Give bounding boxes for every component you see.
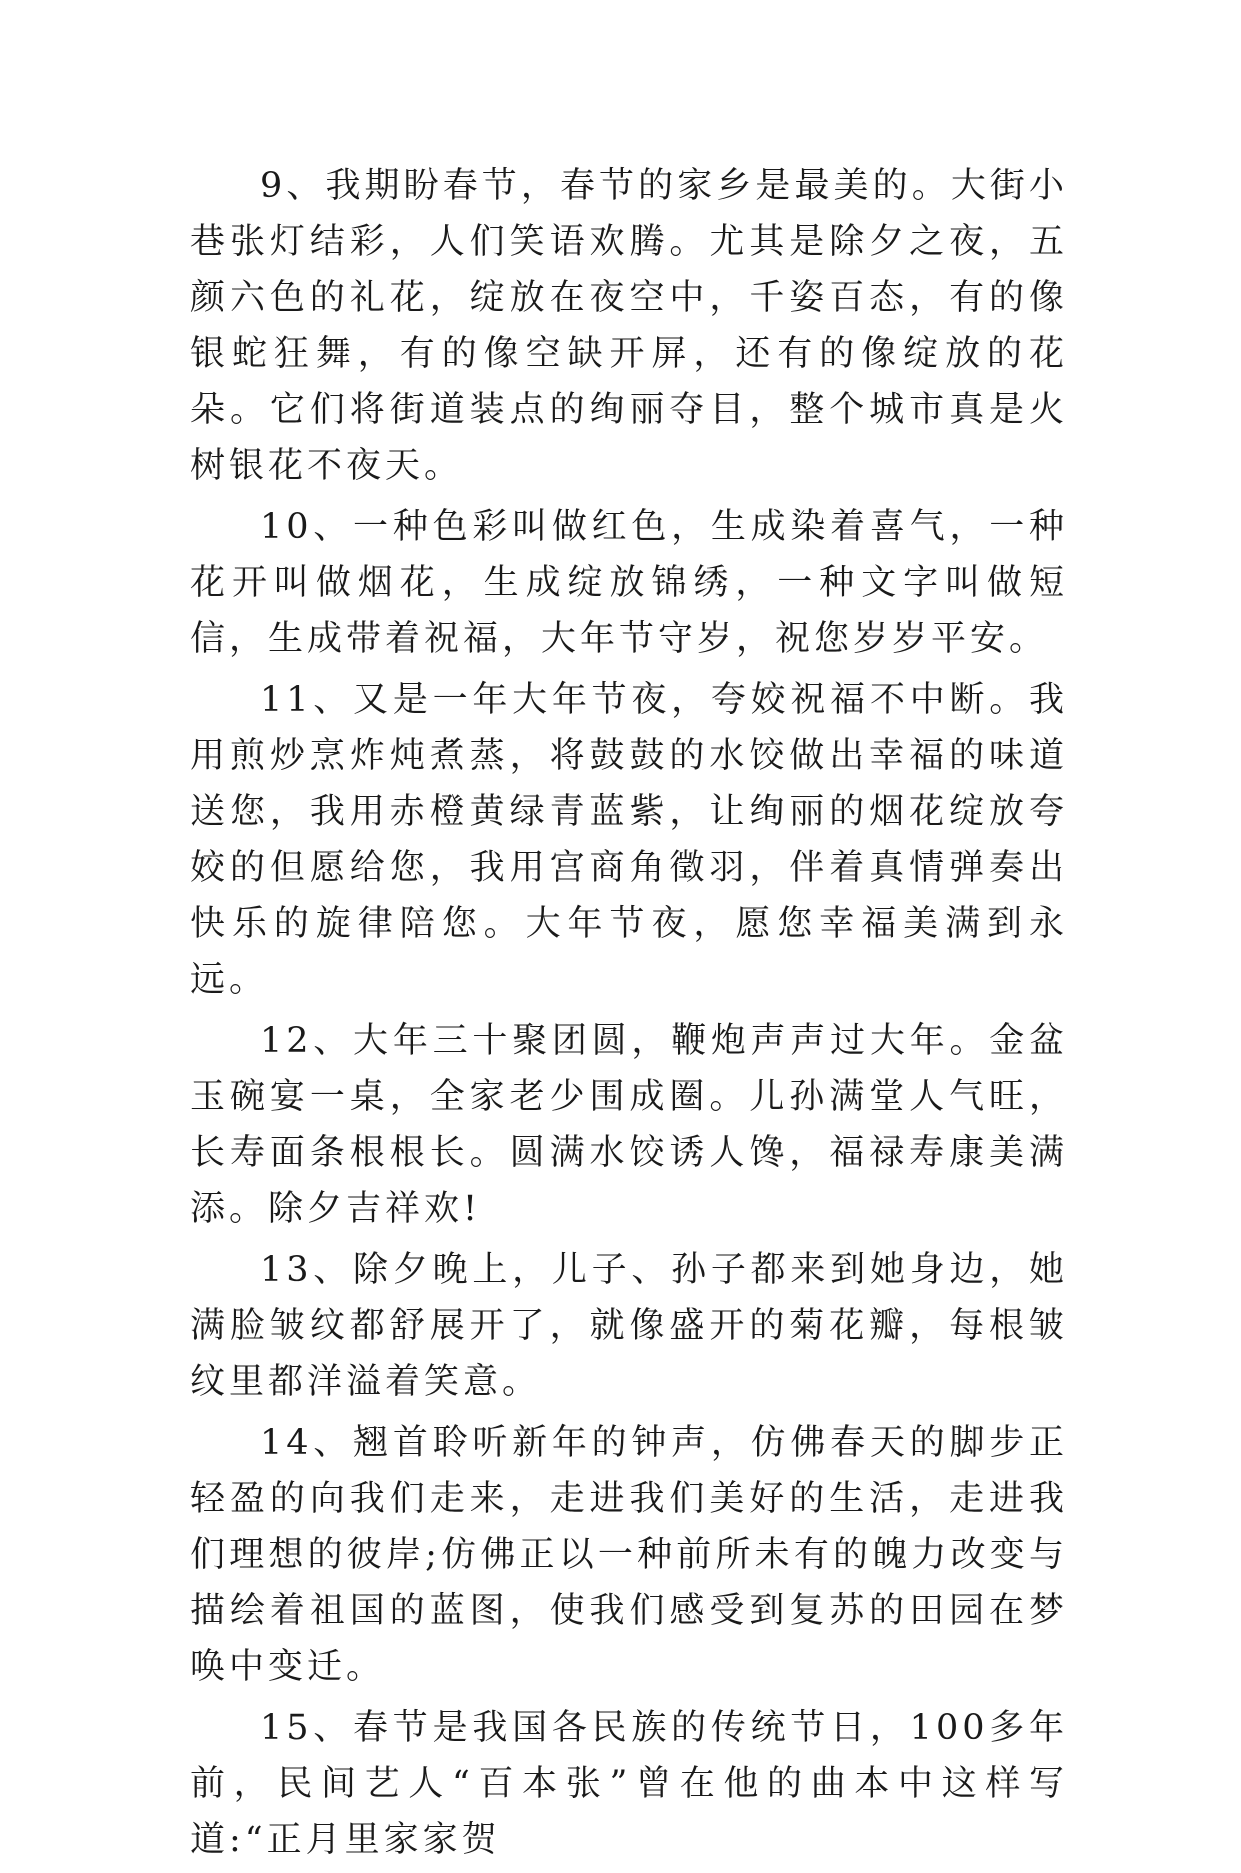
- paragraph-11: 11、又是一年大年节夜，夸姣祝福不中断。我用煎炒烹炸炖煮蒸，将鼓鼓的水饺做出幸福的味道送您，我用赤橙黄绿青蓝紫，让绚丽的烟花绽放夸姣的但愿给您，我用宫商角徵羽，伴着真情弹奏出快乐的旋律陪您。大年节夜，愿您幸福美满到永远。: [190, 680, 1068, 1000]
- document-body: [190, 158, 1068, 1873]
- paragraph-9: 9、我期盼春节，春节的家乡是最美的。大街小巷张灯结彩，人们笑语欢腾。尤其是除夕之夜，五颜六色的礼花，绽放在夜空中，千姿百态，有的像银蛇狂舞，有的像空缺开屏，还有的像绽放的花朵。它们将街道装点的绚丽夺目，整个城市真是火树银花不夜天。: [190, 166, 1068, 486]
- paragraph-14: 14、翘首聆听新年的钟声，仿佛春天的脚步正轻盈的向我们走来，走进我们美好的生活，走进我们理想的彼岸;仿佛正以一种前所未有的魄力改变与描绘着祖国的蓝图，使我们感受到复苏的田园在梦唤中变迁。: [190, 1423, 1068, 1687]
- paragraph-13: 13、除夕晚上，儿子、孙子都来到她身边，她满脸皱纹都舒展开了，就像盛开的菊花瓣，每根皱纹里都洋溢着笑意。: [190, 1250, 1068, 1402]
- paragraph-15: 15、春节是我国各民族的传统节日，100多年前，民间艺人“百本张”曾在他的曲本中这样写道:“正月里家家贺: [190, 1708, 1068, 1860]
- paragraph-12: 12、大年三十聚团圆，鞭炮声声过大年。金盆玉碗宴一桌，全家老少围成圈。儿孙满堂人气旺，长寿面条根根长。圆满水饺诱人馋，福禄寿康美满添。除夕吉祥欢!: [190, 1021, 1068, 1229]
- paragraph-10: 10、一种色彩叫做红色，生成染着喜气，一种花开叫做烟花，生成绽放锦绣，一种文字叫做短信，生成带着祝福，大年节守岁，祝您岁岁平安。: [190, 507, 1068, 659]
